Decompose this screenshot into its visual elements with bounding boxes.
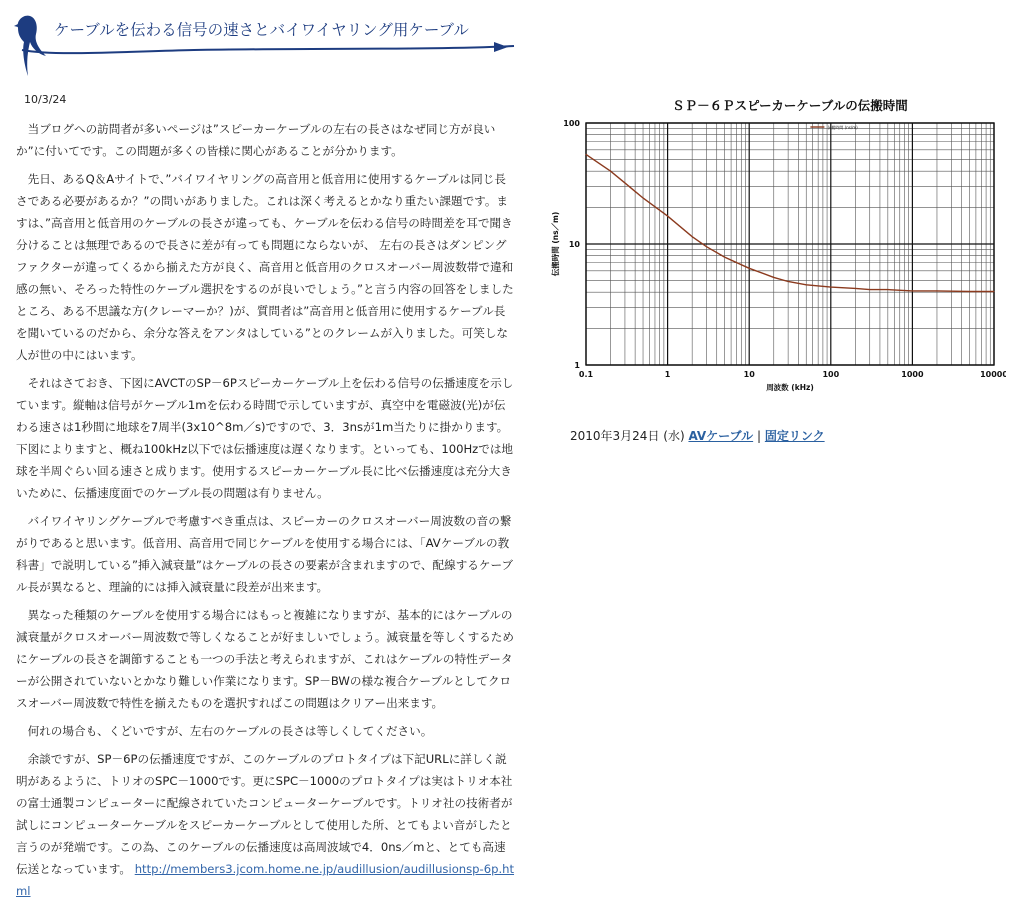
- x-tick-label: 10: [743, 370, 755, 379]
- x-tick-label: 1000: [901, 370, 924, 379]
- blog-header: [14, 6, 519, 86]
- post-body: [16, 118, 516, 908]
- chart-title: ＳＰ－６Ｐスピーカーケーブルの伝搬時間: [672, 98, 908, 113]
- data-point: [643, 197, 644, 198]
- data-point: [830, 287, 831, 288]
- data-point: [869, 289, 870, 290]
- data-point: [610, 171, 611, 172]
- data-point: [788, 281, 789, 282]
- post-date-full: 2010年3月24日 (水): [570, 429, 685, 443]
- paragraph-text: 余談ですが、SP－6Pの伝播速度ですが、このケーブルのプロトタイプは下記URLに詳しく説明があるように、トリオのSPC－1000です。更にSPC－1000のプロトタイプは実はトリオ本社の富士通製コンピューターに配線されていたコンピューターケーブルです。トリオ社の技術者が試しにコンピューターケーブルをスピーカーケーブルとして使用した所、とてもよい音がしたと言うのが発端です。この為、このケーブルの伝播速度は高周波域で4．0ns／mと、とても高速伝送となっています。: [16, 752, 513, 876]
- data-point: [667, 216, 668, 217]
- separator: |: [756, 429, 762, 443]
- x-tick-label: 100: [822, 370, 840, 379]
- data-point: [994, 291, 995, 292]
- paragraph: 当ブログへの訪問者が多いページは”スピーカーケーブルの左右の長さはなぜ同じ方が良いか”に付いてです。この問題が多くの皆様に関心があることが分かります。: [16, 122, 496, 158]
- y-tick-label: 100: [563, 119, 580, 128]
- data-point: [855, 288, 856, 289]
- data-point: [749, 268, 750, 269]
- post-title: ケーブルを伝わる信号の速さとバイワイヤリング用ケーブル: [54, 21, 469, 39]
- propagation-chart: [546, 94, 1006, 394]
- data-point: [887, 289, 888, 290]
- paragraph: 何れの場合も、くどいですが、左右のケーブルの長さは等しくしてください。: [27, 724, 433, 738]
- x-tick-label: 10000: [980, 370, 1006, 379]
- paragraph-last: [16, 748, 516, 902]
- data-point: [706, 246, 707, 247]
- data-point: [936, 290, 937, 291]
- data-point: [969, 291, 970, 292]
- data-point: [724, 257, 725, 258]
- y-axis-label: 伝搬時間 (ns／m): [551, 211, 560, 277]
- post-date: 10/3/24: [24, 93, 67, 106]
- data-point: [692, 236, 693, 237]
- paragraph: それはさておき、下図にAVCTのSP－6Pスピーカーケーブル上を伝わる信号の伝播速度を示しています。縦軸は信号がケーブル1mを伝わる時間で示していますが、真空中を電磁波(光)が伝わる速さは1秒間に地球を7周半(3x10^8m／s)ですので、3．3nsが1m当たりに掛かります。下図によりますと、概ね100kHz以下では伝播速度は遅くなります。といっても、100Hzでは地球を半周ぐらい回る速さと成ります。使用するスピーカーケーブル長に比べ伝播速度は充分大きいために、伝播速度面でのケーブル長の問題は有りません。: [16, 376, 514, 500]
- paragraph: バイワイヤリングケーブルで考慮すべき重点は、スピーカーのクロスオーバー周波数の音の繋がりであると思います。低音用、高音用で同じケーブルを使用する場合には、「AVケーブルの教科書」で説明している”挿入減衰量”はケーブルの長さの要素が含まれますので、配線するケーブル長が異なると、理論的には挿入減衰量に段差が出来ます。: [16, 514, 514, 594]
- data-point: [773, 277, 774, 278]
- y-tick-label: 10: [568, 240, 580, 249]
- x-tick-label: 1: [664, 370, 671, 379]
- post-footer: [570, 427, 825, 444]
- chart-svg: [546, 94, 1006, 394]
- y-tick-label: 1: [574, 361, 580, 370]
- data-point: [624, 182, 625, 183]
- legend-label: 伝搬時間 (ns/m): [827, 125, 858, 130]
- x-tick-label: 0.1: [578, 370, 594, 379]
- data-point: [912, 290, 913, 291]
- x-axis-label: 周波数 (kHz): [766, 383, 814, 392]
- data-point: [586, 154, 587, 155]
- paragraph: 先日、あるQ＆Aサイトで、”バイワイヤリングの高音用と低音用に使用するケーブルは同じ長さである必要があるか？”の問いがありました。これは深く考えるとかなり重たい課題です。ますは、”高音用と低音用のケーブルの長さが違っても、ケーブルを伝わる信号の時間差を耳で聞き分けることは無理であるので長さに差が有っても問題にならないが、 左右の長さはダンピングファクターが違ってくるから揃えた方が良く、高音用と低音用のクロスオーバー周波数帯で違和感の無い、そろった特性のケーブル選択をするのが良いでしょう。”と言う内容の回答をしましたところ、ある不思議な方(クレーマーか？)が、質問者は”高音用と低音用に使用するケーブル長を聞いているのだから、余分な答えをアンタはしている”とのクレームが入りました。可笑しな人が世の中にはいます。: [16, 172, 514, 362]
- category-link[interactable]: AVケーブル: [688, 429, 754, 443]
- permalink[interactable]: 固定リンク: [764, 429, 825, 443]
- reference-link[interactable]: http://members3.jcom.home.ne.jp/audillusion/audillusionsp-6p.html: [16, 862, 515, 898]
- paragraph: 異なった種類のケーブルを使用する場合にはもっと複雑になりますが、基本的にはケーブルの減衰量がクロスオーバー周波数で等しくなることが好ましいでしょう。減衰量を等しくするためにケーブルの長さを調節することも一つの手法と考えられますが、これはケーブルの特性データーが公開されていないとかなり難しい作業になります。SP－BWの様な複合ケーブルとしてクロスオーバー周波数で特性を揃えたものを選択すればこの問題はクリアー出来ます。: [16, 608, 514, 710]
- data-point: [806, 284, 807, 285]
